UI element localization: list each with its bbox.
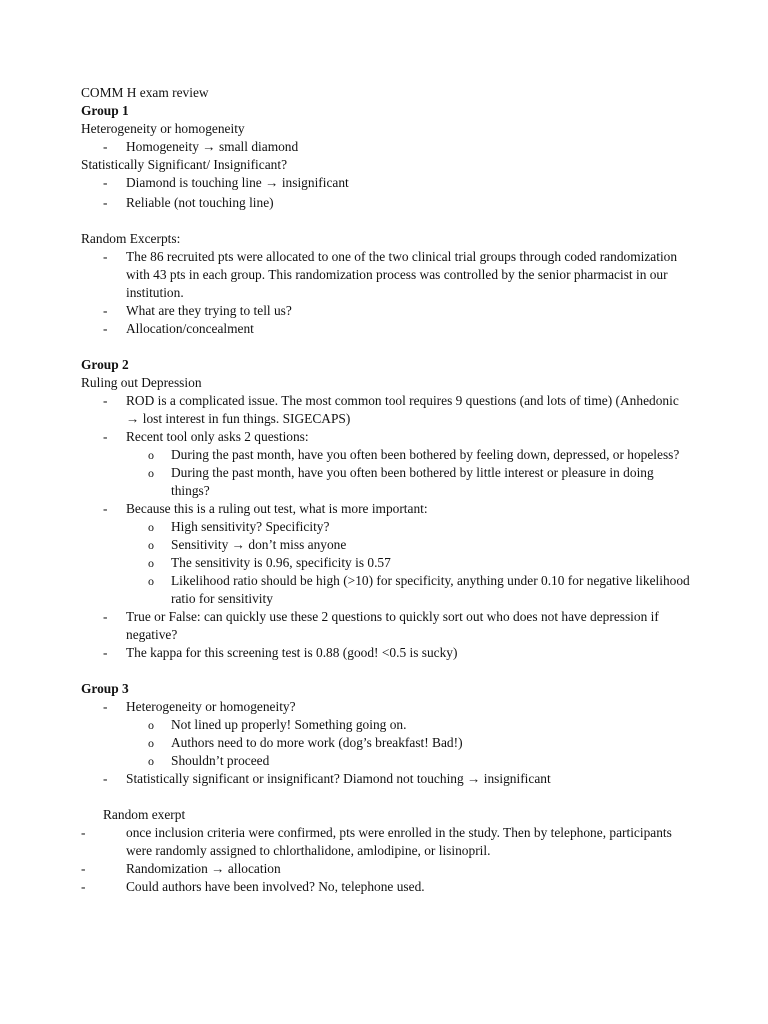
- list-item: - Reliable (not touching line): [103, 195, 274, 210]
- dash-bullet: -: [103, 393, 108, 408]
- circle-bullet: o: [148, 538, 154, 552]
- sub-list-item: o Sensitivity → don’t miss anyone: [148, 537, 347, 552]
- group3-excerpt-heading: Random exerpt: [103, 807, 186, 822]
- list-item: - Allocation/concealment: [103, 321, 254, 336]
- group1-topic-heterogeneity: Heterogeneity or homogeneity: [81, 121, 245, 136]
- sub-list-item: o The sensitivity is 0.96, specificity is 0.57: [148, 555, 391, 570]
- circle-bullet: o: [148, 754, 154, 768]
- dash-bullet: -: [81, 825, 86, 840]
- list-item: - What are they trying to tell us?: [103, 303, 292, 318]
- list-item: - Statistically significant or insignificant? Diamond not touching → insignificant: [103, 771, 551, 786]
- sub-list-item: o During the past month, have you often been bothered by feeling down, depressed, or hopeless?: [148, 447, 680, 462]
- group3-heading: Group 3: [81, 681, 129, 696]
- sub-list-item: o During the past month, have you often been bothered by little interest or pleasure in doing things?: [148, 465, 654, 498]
- dash-bullet: -: [103, 609, 108, 624]
- group1-heading: Group 1: [81, 103, 129, 118]
- circle-bullet: o: [148, 520, 154, 534]
- circle-bullet: o: [148, 574, 154, 588]
- dash-bullet: -: [103, 249, 108, 264]
- sub-list-item: o Not lined up properly! Something going on.: [148, 717, 407, 732]
- sub-list-item: o High sensitivity? Specificity?: [148, 519, 330, 534]
- list-item: - Could authors have been involved? No, telephone used.: [81, 879, 425, 894]
- list-item: - Homogeneity → small diamond: [103, 139, 299, 154]
- dash-bullet: -: [103, 175, 108, 190]
- group2-heading: Group 2: [81, 357, 129, 372]
- circle-bullet: o: [148, 466, 154, 480]
- dash-bullet: -: [103, 429, 108, 444]
- dash-bullet: -: [103, 771, 108, 786]
- dash-bullet: -: [81, 879, 86, 894]
- sub-list-item: o Shouldn’t proceed: [148, 753, 270, 768]
- list-item: - Heterogeneity or homogeneity?: [103, 699, 296, 714]
- document-title: COMM H exam review: [81, 85, 209, 100]
- list-item: - Because this is a ruling out test, what is more important:: [103, 501, 428, 516]
- list-item: - Recent tool only asks 2 questions:: [103, 429, 309, 444]
- list-item: - The 86 recruited pts were allocated to one of the two clinical trial groups through coded randomization with 43 pts in each group. This randomization process was controlled by the senior pharmacist in our institution.: [103, 249, 678, 300]
- dash-bullet: -: [103, 699, 108, 714]
- circle-bullet: o: [148, 556, 154, 570]
- dash-bullet: -: [103, 645, 108, 660]
- group1-topic-significance: Statistically Significant/ Insignificant?: [81, 157, 288, 172]
- list-item: - ROD is a complicated issue. The most common tool requires 9 questions (and lots of time) (Anhedonic → lost interest in fun things. SIGECAPS): [103, 393, 679, 426]
- circle-bullet: o: [148, 736, 154, 750]
- list-item: - Diamond is touching line → insignificant: [103, 175, 349, 190]
- dash-bullet: -: [103, 501, 108, 516]
- sub-list-item: o Likelihood ratio should be high (>10) for specificity, anything under 0.10 for negative likelihood ratio for sensitivity: [148, 573, 690, 606]
- dash-bullet: -: [103, 321, 108, 336]
- document-body: [81, 84, 691, 896]
- sub-list-item: o Authors need to do more work (dog’s breakfast! Bad!): [148, 735, 463, 750]
- dash-bullet: -: [103, 139, 108, 154]
- list-item: - The kappa for this screening test is 0.88 (good! <0.5 is sucky): [103, 645, 458, 660]
- circle-bullet: o: [148, 718, 154, 732]
- group1-excerpts-heading: Random Excerpts:: [81, 231, 181, 246]
- circle-bullet: o: [148, 448, 154, 462]
- dash-bullet: -: [81, 861, 86, 876]
- list-item: - Randomization → allocation: [81, 861, 281, 876]
- list-item: - True or False: can quickly use these 2 questions to quickly sort out who does not have depression if negative?: [103, 609, 659, 642]
- group2-topic: Ruling out Depression: [81, 375, 202, 390]
- dash-bullet: -: [103, 303, 108, 318]
- dash-bullet: -: [103, 195, 108, 210]
- list-item: - once inclusion criteria were confirmed, pts were enrolled in the study. Then by telephone, participants were randomly assigned to chlorthalidone, amlodipine, or lisinopril.: [81, 825, 672, 858]
